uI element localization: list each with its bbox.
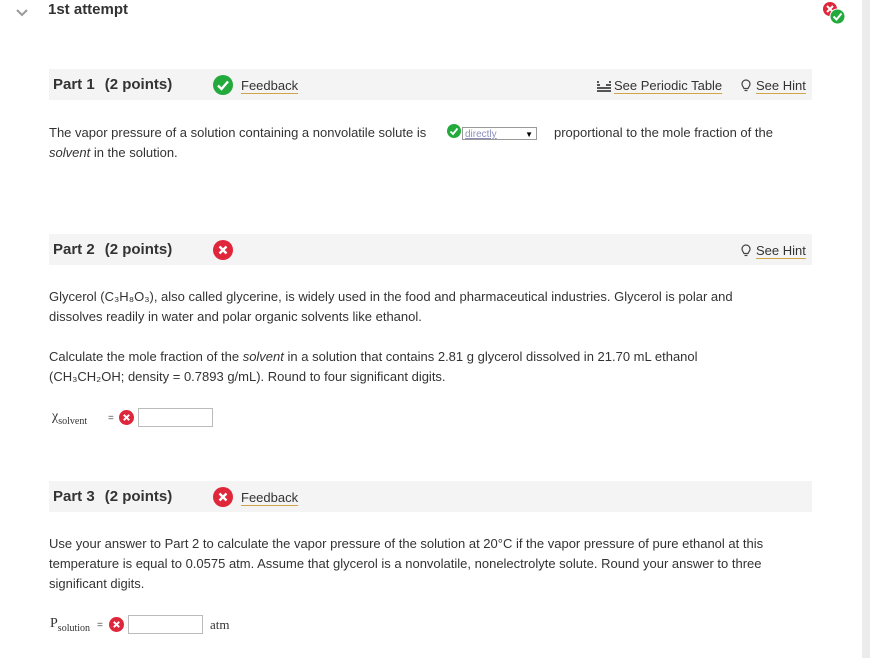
- proportional-select[interactable]: directly ▼: [462, 127, 537, 140]
- chevron-down-icon[interactable]: [14, 6, 30, 20]
- part1-question-end: proportional to the mole fraction of the: [554, 125, 773, 140]
- part1-feedback-link[interactable]: Feedback: [241, 78, 299, 93]
- x-circle-icon: [213, 240, 233, 260]
- part1-hint-link[interactable]: See Hint: [741, 78, 806, 93]
- p-solution-input[interactable]: [128, 615, 203, 634]
- equals-sign: =: [97, 620, 103, 631]
- part2-intro: Glycerol (C₃H₈O₃), also called glycerine, is widely used in the food and pharmaceutical industries. Glycerol is polar and dissolves readily in water and polar organic solvents like ethanol.: [49, 289, 733, 324]
- part2-hint-link[interactable]: See Hint: [741, 243, 806, 258]
- attempt-title: 1st attempt: [48, 1, 129, 18]
- part3-header: [49, 481, 812, 512]
- part1-title: Part 1 (2 points): [53, 76, 173, 93]
- x-circle-icon: [109, 617, 124, 632]
- x-circle-icon: [213, 487, 233, 507]
- part3-question: Use your answer to Part 2 to calculate the vapor pressure of the solution at 20°C if the vapor pressure of pure ethanol at this temperature is equal to 0.0575 atm. Assume that glycerol is a nonvolatile, nonelectrolyte solute. Round your answer to three significant digits.: [49, 536, 764, 591]
- x-circle-icon: [119, 410, 134, 425]
- scrollbar[interactable]: [862, 0, 870, 658]
- check-icon: [213, 75, 233, 95]
- attempt-status-icon: [822, 1, 846, 25]
- check-icon: [447, 124, 461, 138]
- lightbulb-icon: [741, 244, 751, 258]
- periodic-table-icon: [597, 80, 611, 92]
- part3-title: Part 3 (2 points): [53, 488, 173, 505]
- part3-feedback-link[interactable]: Feedback: [241, 490, 299, 505]
- chi-solvent-label: $\chi_{solvent}$: [52, 409, 88, 427]
- part2-title: Part 2 (2 points): [53, 241, 173, 258]
- part1-question-line2: solvent in the solution.: [49, 145, 178, 160]
- dropdown-arrow-icon: ▼: [525, 130, 533, 139]
- periodic-table-link[interactable]: See Periodic Table: [597, 78, 722, 93]
- part2-header: [49, 234, 812, 265]
- lightbulb-icon: [741, 79, 751, 93]
- equals-sign: =: [108, 413, 114, 424]
- unit-label: atm: [210, 617, 230, 632]
- p-solution-label: $P_{solution}$: [50, 616, 91, 634]
- part1-question: The vapor pressure of a solution containing a nonvolatile solute is: [49, 125, 427, 140]
- part1-header: [49, 69, 812, 100]
- part2-question: Calculate the mole fraction of the solvent in a solution that contains 2.81 g glycerol dissolved in 21.70 mL ethanol (CH₃CH₂OH; density = 0.7893 g/mL). Round to four significant digits.: [49, 349, 698, 384]
- chi-solvent-input[interactable]: [138, 408, 213, 427]
